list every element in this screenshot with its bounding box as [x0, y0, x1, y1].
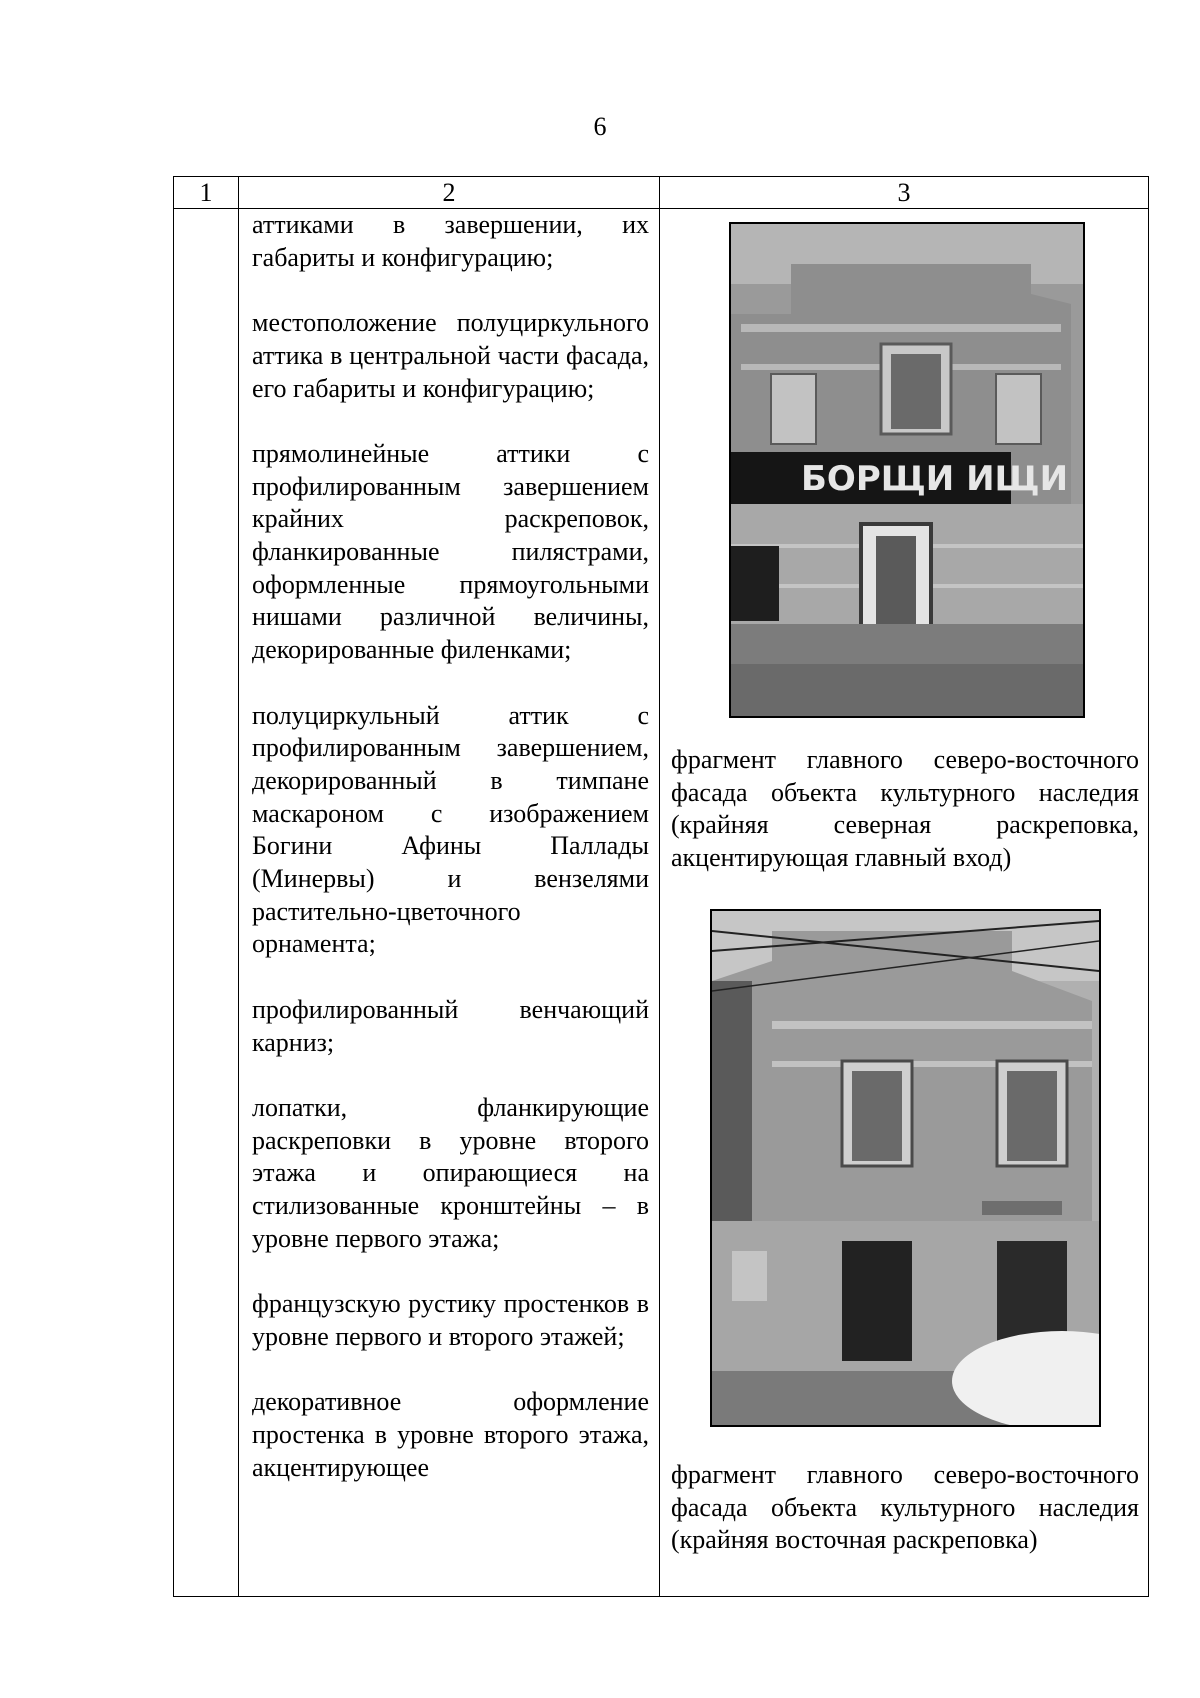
heritage-table: [173, 176, 1149, 1597]
header-row: [174, 177, 1149, 209]
facade-photo-north: [729, 222, 1085, 718]
photo-cell: [660, 209, 1149, 1597]
paragraph-5: профилированный венчающий карниз;: [252, 994, 649, 1057]
photo-caption-north: фрагмент главного северо-восточного фасада объекта культурного наследия (крайняя северная раскреповка, акцентирующая главный вход): [671, 745, 1139, 873]
paragraph-7: французскую рустику простенков в уровне первого и второго этажей;: [252, 1289, 649, 1351]
paragraph-2: местоположение полуциркульного аттика в центральной части фасада, его габариты и конфигурацию;: [252, 308, 649, 403]
page-number: 6: [593, 112, 607, 141]
photo-caption-east: фрагмент главного северо-восточного фасада объекта культурного наследия (крайняя восточная раскреповка): [671, 1460, 1139, 1555]
paragraph-1: аттиками в завершении, их габариты и конфигурацию;: [252, 210, 649, 272]
paragraph-3: прямолинейные аттики с профилированным завершением крайних раскреповок, фланкированные пилястрами, оформленные прямоугольными нишами различной величины, декорированные филенками;: [252, 438, 649, 665]
header-col-2: 2: [239, 177, 660, 209]
paragraph-8: декоративное оформление простенка в уровне второго этажа, акцентирующее: [252, 1387, 649, 1482]
header-col-3: 3: [660, 177, 1149, 209]
facade-photo-east: [710, 909, 1101, 1427]
description-cell: [239, 209, 660, 1597]
paragraph-6: лопатки, фланкирующие раскреповки в уровне второго этажа и опирающиеся на стилизованные кронштейны – в уровне первого этажа;: [252, 1092, 649, 1253]
header-col-1: 1: [174, 177, 239, 209]
shop-sign-text: БОРЩИ ИЩИ: [801, 459, 1069, 499]
number-cell: [174, 209, 239, 1597]
paragraph-4: полуциркульный аттик с профилированным завершением, декорированный в тимпане маскароном с изображением Богини Афины Паллады (Минервы) и вензелями растительно-цветочного орнамента;: [252, 700, 649, 959]
content-row: [174, 209, 1149, 1597]
